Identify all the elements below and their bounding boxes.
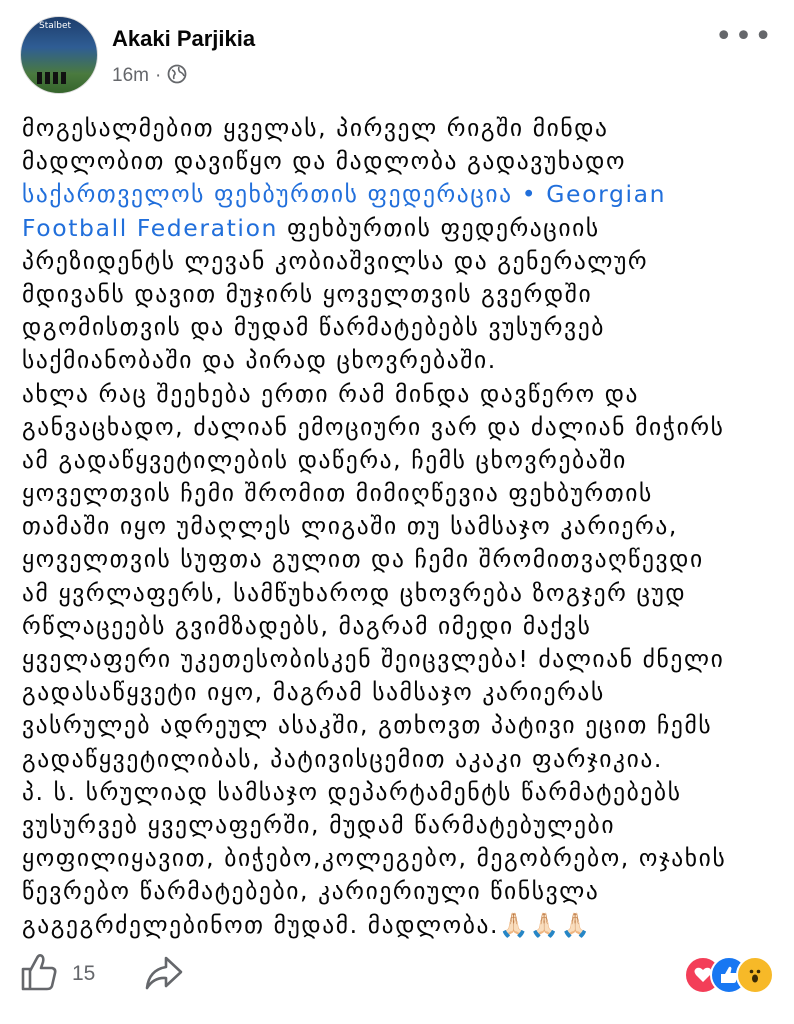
post-text-line xyxy=(22,543,772,576)
post-text-segment: გადაწყვეტილიბას, პატივისცემით აკაკი ფარჯიკია. xyxy=(22,744,663,773)
post-text-segment: თამაში იყო უმაღლეს ლიგაში თუ სამსაჯო კარიერა, xyxy=(22,512,678,541)
post-text-line xyxy=(22,709,772,742)
post-meta xyxy=(112,64,187,90)
post-text-segment: საქმიანობაში და პირად ცხოვრებაში. xyxy=(22,346,497,375)
post-text-segment: წევრებო წარმატებები, კარიერიული წინსვლა xyxy=(22,877,600,906)
post-text-segment: პ. ს. სრულიად სამსაჯო დეპარტამენტს წარმატებებს xyxy=(22,777,682,806)
post-text-line xyxy=(22,842,772,875)
post-text-segment: ახლა რაც შეეხება ერთი რამ მინდა დავწერო და xyxy=(22,379,640,408)
post-text xyxy=(22,112,772,942)
post-text-segment: განვაცხადო, ძალიან ემოციური ვარ და ძალიან მიჭირს xyxy=(22,412,725,441)
post-text-line xyxy=(22,809,772,842)
post-text-segment: ყველაფერი უკეთესობისკენ შეიცვლება! ძალიან ძნელი xyxy=(22,645,725,673)
like-count[interactable]: 15 xyxy=(72,962,96,985)
post-text-line xyxy=(22,212,772,245)
post-text-segment: ამ ყვრლაფერს, სამწუხაროდ ცხოვრება ზოგჯერ ცუდ xyxy=(22,578,687,607)
avatar-figures xyxy=(37,69,83,81)
post-text-line xyxy=(22,643,772,676)
post-text-line xyxy=(22,477,772,510)
post-text-segment: პრეზიდენტს ლევან კობიაშვილსა და გენერალურ xyxy=(22,246,649,275)
globe-icon xyxy=(167,64,187,90)
post-text-segment: დგომისთვის და მუდამ წარმატებებს ვუსურვებ xyxy=(22,313,605,342)
share-icon[interactable] xyxy=(144,954,184,996)
post-text-line xyxy=(22,444,772,477)
post-time[interactable]: 16m xyxy=(112,65,149,86)
post-text-line xyxy=(22,676,772,709)
post-text-line xyxy=(22,510,772,543)
wow-reaction-icon xyxy=(736,956,774,994)
post-text-segment: გაგეგრძელებინოთ მუდამ. მადლობა.🙏🏻🙏🏻🙏🏻 xyxy=(22,910,592,939)
post-text-segment: ფეხბურთის ფედერაციის xyxy=(278,213,600,242)
post-text-line xyxy=(22,776,772,809)
author-name[interactable]: Akaki Parjikia xyxy=(112,26,256,51)
post-text-line xyxy=(22,743,772,776)
avatar[interactable] xyxy=(20,16,98,94)
reactions-summary[interactable] xyxy=(684,956,774,994)
post-text-line xyxy=(22,311,772,344)
post-text-segment: ყოველთვის ჩემი შრომით მიმიღწევია ფეხბურთის xyxy=(22,479,653,508)
post-text-line xyxy=(22,875,772,908)
meta-separator: · xyxy=(154,65,162,86)
more-horizontal-icon[interactable]: ••• xyxy=(714,19,774,54)
post-text-line xyxy=(22,278,772,311)
post-footer xyxy=(20,952,774,1002)
post-text-line xyxy=(22,577,772,610)
post-text-line xyxy=(22,610,772,643)
post-text-line xyxy=(22,145,772,178)
post-text-segment: მოგესალმებით ყველას, პირველ რიგში მინდა xyxy=(22,114,609,142)
avatar-banner-text: Stalbet xyxy=(39,21,72,31)
post-text-segment: ვუსურვებ ყველაფერში, მუდამ წარმატებულები xyxy=(22,810,616,839)
post-text-segment: ვასრულებ ადრეულ ასაკში, გთხოვთ პატივი ეცით ჩემს xyxy=(22,711,713,740)
post-text-line xyxy=(22,112,772,145)
post-text-segment: ყოფილიყავით, ბიჭებო,კოლეგებო, მეგობრებო, ოჯახის xyxy=(22,844,727,873)
post-text-segment: გადასაწყვეტი იყო, მაგრამ სამსაჯო კარიერას xyxy=(22,678,605,707)
post-text-segment: ამ გადაწყვეტილების დაწერა, ჩემს ცხოვრებაში xyxy=(22,445,627,474)
post-text-line xyxy=(22,411,772,444)
post-text-line xyxy=(22,909,772,942)
post-text-line xyxy=(22,344,772,377)
mention-link[interactable]: Football Federation xyxy=(22,213,279,242)
post-text-segment: მადლობით დავიწყო და მადლობა გადავუხადო xyxy=(22,147,627,176)
post-text-segment: რწლაცეებს გვიმზადებს, მაგრამ იმედი მაქვს xyxy=(22,611,592,640)
post-header xyxy=(20,12,774,92)
post-text-line xyxy=(22,378,772,411)
post-text-line xyxy=(22,245,772,278)
thumbs-up-icon[interactable] xyxy=(20,952,58,996)
post-text-segment: ყოველთვის სუფთა გულით და ჩემი შრომითვაღწევდი xyxy=(22,545,704,574)
post-text-segment: მდივანს დავით მუჯირს ყოველთვის გვერდში xyxy=(22,279,593,308)
mention-link[interactable]: საქართველოს ფეხბურთის ფედერაცია • Georgian xyxy=(22,180,667,209)
post-text-line xyxy=(22,178,772,211)
